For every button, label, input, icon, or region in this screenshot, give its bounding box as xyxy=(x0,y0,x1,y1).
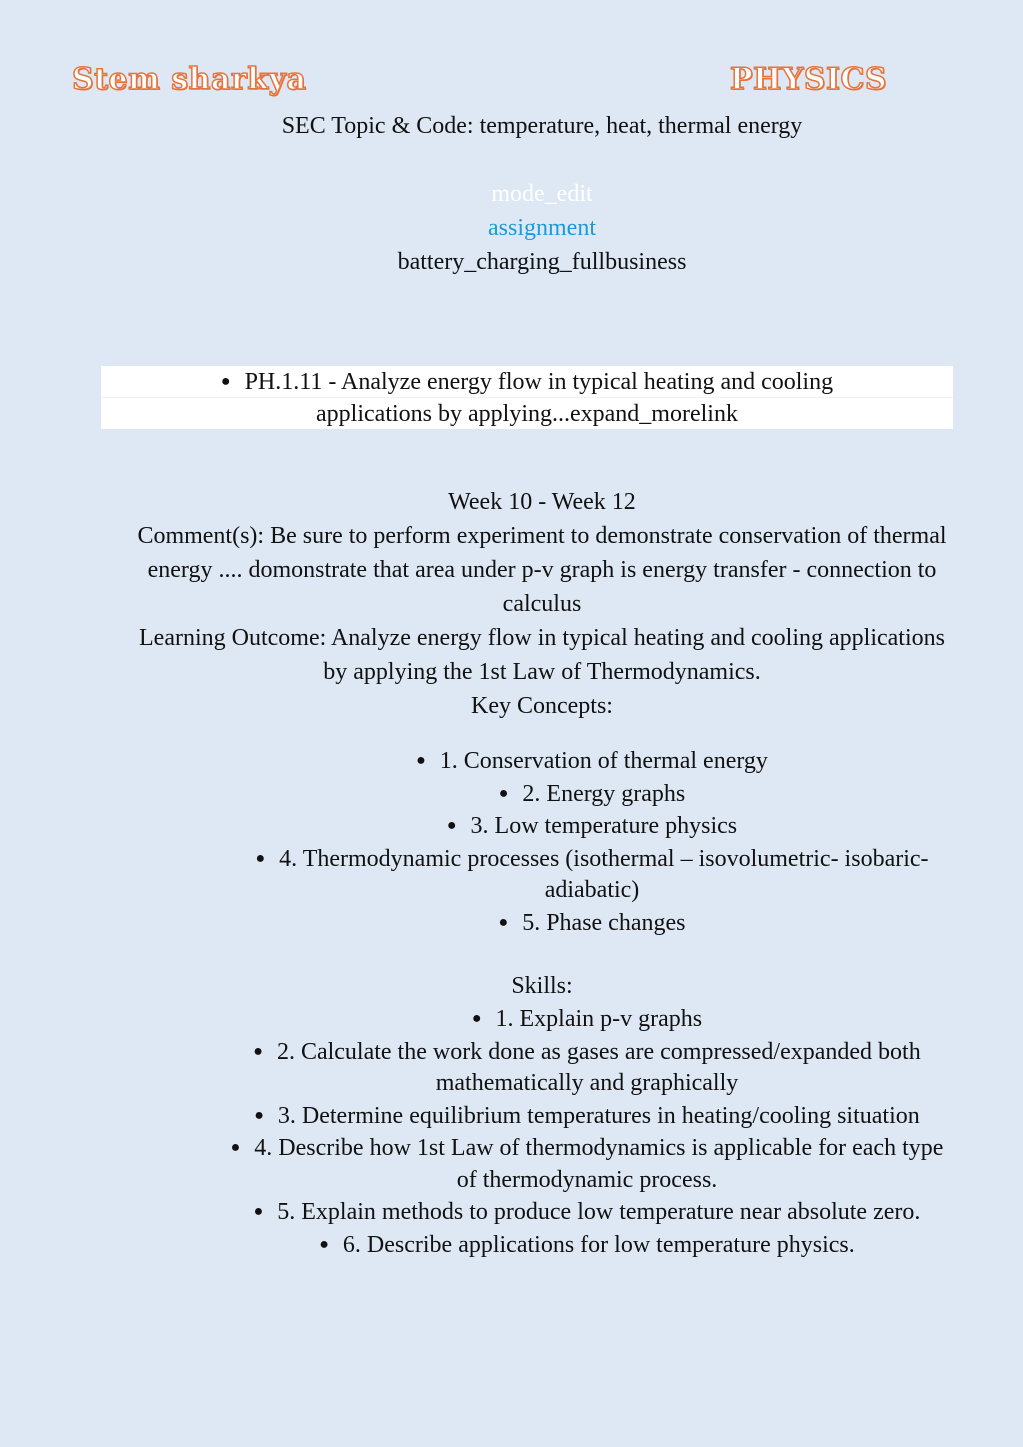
list-item: ● 1. Conservation of thermal energy xyxy=(416,748,768,774)
bullet-icon: ● xyxy=(498,913,509,931)
list-item: ● 3. Low temperature physics xyxy=(446,813,738,839)
skills-heading: Skills: xyxy=(511,973,573,999)
bullet-icon: ● xyxy=(230,1139,241,1156)
week-range: Week 10 - Week 12 xyxy=(448,489,636,515)
bullet-icon: ● xyxy=(471,1010,482,1027)
list-item: ● 5. Phase changes xyxy=(498,909,686,936)
battery-business-icon-text: battery_charging_fullbusiness xyxy=(397,249,687,275)
key-concepts-heading: Key Concepts: xyxy=(471,693,613,719)
list-item: ● 3. Determine equilibrium temperatures in heating/cooling situation xyxy=(254,1102,920,1129)
topic-line: SEC Topic & Code: temperature, heat, thermal energy xyxy=(281,113,803,139)
list-item: ● 1. Explain p-v graphs xyxy=(471,1006,703,1032)
bullet-icon: ● xyxy=(498,784,509,802)
bullet-icon: ● xyxy=(319,1235,329,1253)
standard-row[interactable] xyxy=(101,366,953,429)
list-item: ● 2. Energy graphs xyxy=(498,780,686,807)
bullet-icon: ● xyxy=(255,849,266,867)
mode-edit-icon[interactable]: mode_edit xyxy=(491,181,593,207)
row-divider xyxy=(101,397,953,398)
standard-line-1: ● PH.1.11 - Analyze energy flow in typical heating and cooling xyxy=(220,369,834,395)
list-item: ● 4. Thermodynamic processes (isothermal – isovolumetric- isobaric- adiabatic) xyxy=(255,845,929,903)
learning-outcome: Learning Outcome: Analyze energy flow in typical heating and cooling applications by applying the 1st Law of Thermodynamics. xyxy=(139,625,945,685)
bullet-icon: ● xyxy=(253,1042,263,1060)
bullet-icon: ● xyxy=(446,817,457,834)
list-item: ● 2. Calculate the work done as gases are compressed/expanded both mathematically and graphically xyxy=(253,1038,921,1096)
key-concepts-list xyxy=(242,745,942,939)
list-item: ● 4. Describe how 1st Law of thermodynamics is applicable for each type of thermodynamic process. xyxy=(230,1135,944,1193)
comment-text: Comment(s): Be sure to perform experiment to demonstrate conservation of thermal energy .... domonstrate that area under p-v graph is energy transfer - connection to calculus xyxy=(137,523,947,617)
bullet-icon: ● xyxy=(220,373,231,390)
standard-line-2[interactable]: applications by applying...expand_morelink xyxy=(316,401,738,427)
bullet-icon: ● xyxy=(416,752,426,769)
bullet-icon: ● xyxy=(253,1203,264,1220)
assignment-link[interactable]: assignment xyxy=(488,215,596,241)
list-item: ● 5. Explain methods to produce low temperature near absolute zero. xyxy=(253,1199,921,1225)
bullet-icon: ● xyxy=(254,1106,264,1124)
subject-title: PHYSICS xyxy=(730,62,888,97)
skills-list xyxy=(222,1003,952,1261)
brand-logo-text: Stem sharkya xyxy=(72,62,307,97)
list-item: ● 6. Describe applications for low temperature physics. xyxy=(319,1231,855,1258)
